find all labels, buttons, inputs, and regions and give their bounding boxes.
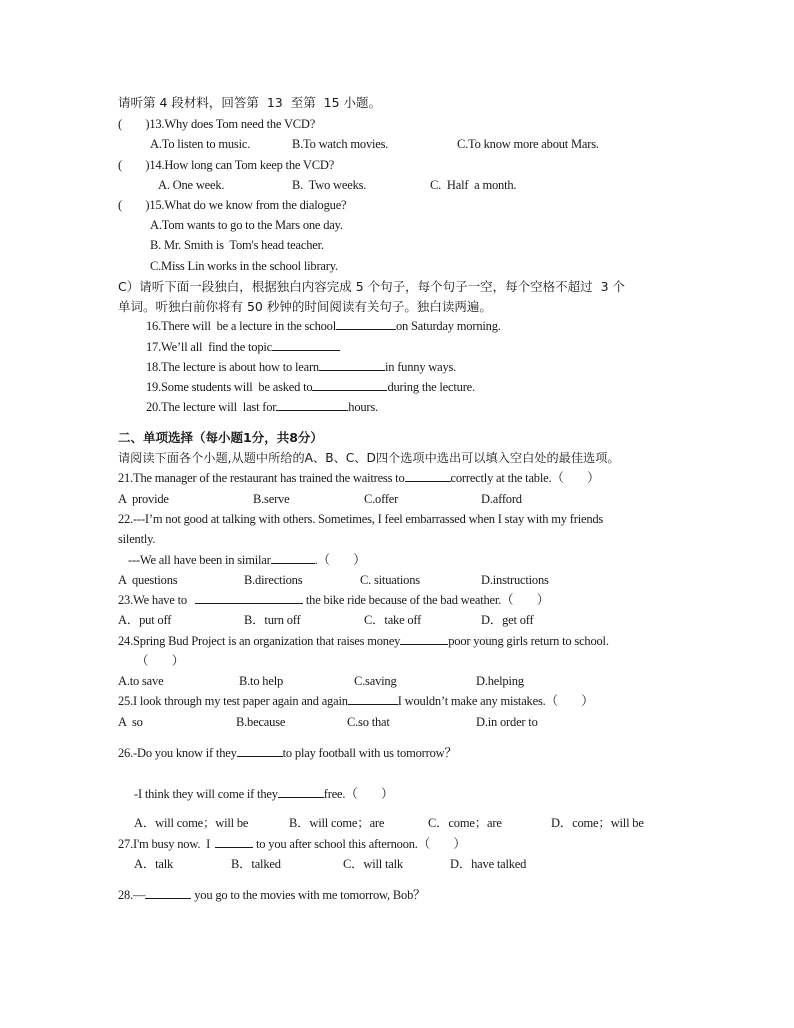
question-text: 19.Some students will be asked to — [146, 380, 313, 394]
answer-paren: ( ) — [118, 158, 150, 172]
question-text: ---We all have been in similar — [128, 553, 271, 567]
option-b: B. Mr. Smith is Tom's head teacher. — [150, 238, 324, 252]
option-c: C.so that — [347, 715, 390, 729]
answer-blank — [237, 745, 283, 757]
option-a: A so — [118, 715, 143, 729]
answer-blank — [272, 339, 340, 351]
question-text: 20.The lecture will last for — [146, 400, 277, 414]
listening-intro: 请听第 4 段材料，回答第 13 至第 15 小题。 — [118, 95, 382, 110]
question-17 — [146, 339, 340, 355]
question-text-end: the bike ride because of the bad weather.（ ） — [302, 593, 550, 607]
option-b: B.serve — [253, 492, 290, 506]
question-22-line3 — [128, 552, 366, 568]
question-20 — [146, 399, 378, 415]
option-a: A．will come；will be — [134, 816, 249, 830]
question-text-end: to you after school this afternoon.（ ） — [253, 837, 466, 851]
question-text-end: to play football with us tomorrow？ — [282, 746, 457, 760]
option-c: C．take off — [364, 613, 422, 627]
answer-blank — [319, 359, 385, 371]
option-b: B．talked — [231, 857, 281, 871]
question-text: 25.I look through my test paper again and again — [118, 694, 348, 708]
question-text: 24.Spring Bud Project is an organization that raises money — [118, 634, 401, 648]
question-text-end: free.（ ） — [323, 787, 394, 801]
answer-blank — [312, 379, 387, 391]
answer-blank — [336, 318, 396, 330]
option-b: B．will come；are — [289, 816, 385, 830]
option-d: D.helping — [476, 674, 524, 688]
question-27 — [118, 836, 466, 852]
option-a: A.to save — [118, 674, 164, 688]
option-c: C. Half a month. — [430, 178, 517, 192]
option-b: B.directions — [244, 573, 303, 587]
option-c: C.offer — [364, 492, 399, 506]
question-text: 27.I'm busy now. I — [118, 837, 211, 851]
answer-blank — [278, 786, 324, 798]
option-a: A.Tom wants to go to the Mars one day. — [150, 218, 343, 232]
answer-blank — [215, 836, 253, 848]
question-text: 21.The manager of the restaurant has trained the waitress to — [118, 471, 405, 485]
question-text-end: .（ ） — [314, 553, 366, 567]
question-text: 14.How long can Tom keep the VCD? — [149, 158, 335, 172]
part-c-instruction-line2: 单词。听独白前你将有 50 秒钟的时间阅读有关句子。独白读两遍。 — [118, 299, 492, 314]
option-a: A questions — [118, 573, 178, 587]
question-24 — [118, 633, 609, 649]
option-c: C.To know more about Mars. — [457, 137, 599, 151]
option-c: C.saving — [354, 674, 397, 688]
option-a: A．talk — [134, 857, 174, 871]
question-text: 16.There will be a lecture in the school — [146, 319, 336, 333]
question-text-end: you go to the movies with me tomorrow, Bob？ — [191, 888, 426, 902]
answer-blank — [276, 399, 348, 411]
option-d: D．come；will be — [551, 816, 644, 830]
option-d: D．get off — [481, 613, 534, 627]
answer-blank — [400, 633, 448, 645]
answer-paren: ( ) — [118, 198, 150, 212]
question-text: 28.— — [118, 888, 146, 902]
answer-blank — [348, 693, 398, 705]
option-d: D．have talked — [450, 857, 527, 871]
option-a: A.To listen to music. — [150, 137, 251, 151]
question-text: 18.The lecture is about how to learn — [146, 360, 319, 374]
question-14 — [118, 157, 334, 173]
question-text: -I think they will come if they — [134, 787, 278, 801]
answer-paren: ( ) — [118, 117, 150, 131]
section-instruction: 请阅读下面各个小题,从题中所给的A、B、C、D四个选项中选出可以填入空白处的最佳选项。 — [118, 451, 620, 465]
question-26-line2 — [134, 786, 393, 802]
question-16 — [146, 318, 501, 334]
question-22-line2: silently. — [118, 532, 156, 546]
question-text: 23.We have to — [118, 593, 187, 607]
option-c: C．come；are — [428, 816, 502, 830]
question-23 — [118, 592, 549, 608]
option-d: D.afford — [481, 492, 522, 506]
option-b: B.to help — [239, 674, 284, 688]
question-26-line1 — [118, 745, 457, 761]
section-heading: 二、单项选择（每小题1分，共8分） — [118, 430, 323, 445]
part-c-instruction-line1: C）请听下面一段独白，根据独白内容完成 5 个句子，每个句子一空，每个空格不超过 3 个 — [118, 279, 626, 294]
question-text: 15.What do we know from the dialogue? — [149, 198, 347, 212]
question-text-end: in funny ways. — [384, 360, 457, 374]
option-d: D.in order to — [476, 715, 538, 729]
answer-paren: （ ） — [136, 654, 185, 668]
question-13 — [118, 116, 315, 132]
answer-blank — [195, 592, 303, 604]
option-b: B．turn off — [244, 613, 301, 627]
question-text: 26.-Do you know if they — [118, 746, 237, 760]
option-b: B. Two weeks. — [292, 178, 367, 192]
option-d: D.instructions — [481, 573, 549, 587]
option-c: C.Miss Lin works in the school library. — [150, 259, 338, 273]
question-15 — [118, 197, 346, 213]
option-c: C．will talk — [343, 857, 403, 871]
option-b: B.To watch movies. — [292, 137, 389, 151]
question-28 — [118, 887, 425, 903]
question-25 — [118, 693, 594, 709]
question-text-end: on Saturday morning. — [396, 319, 501, 333]
answer-blank — [145, 887, 191, 899]
option-a: A. One week. — [158, 178, 225, 192]
answer-blank — [271, 552, 315, 564]
question-text: 17.We’ll all find the topic — [146, 340, 272, 354]
option-b: B.because — [236, 715, 286, 729]
question-21 — [118, 470, 599, 486]
option-a: A provide — [118, 492, 169, 506]
question-19 — [146, 379, 475, 395]
question-text-end: during the lecture. — [387, 380, 475, 394]
question-text: 13.Why does Tom need the VCD? — [149, 117, 316, 131]
option-c: C. situations — [360, 573, 420, 587]
question-22-line1: 22.---I’m not good at talking with others. Sometimes, I feel embarrassed when I stay with my friends — [118, 512, 604, 526]
question-text-end: hours. — [348, 400, 378, 414]
question-18 — [146, 359, 456, 375]
question-text-end: correctly at the table.（ ） — [450, 471, 600, 485]
question-text-end: poor young girls return to school. — [448, 634, 609, 648]
answer-blank — [405, 470, 451, 482]
question-text-end: I wouldn’t make any mistakes.（ ） — [397, 694, 594, 708]
option-a: A．put off — [118, 613, 172, 627]
